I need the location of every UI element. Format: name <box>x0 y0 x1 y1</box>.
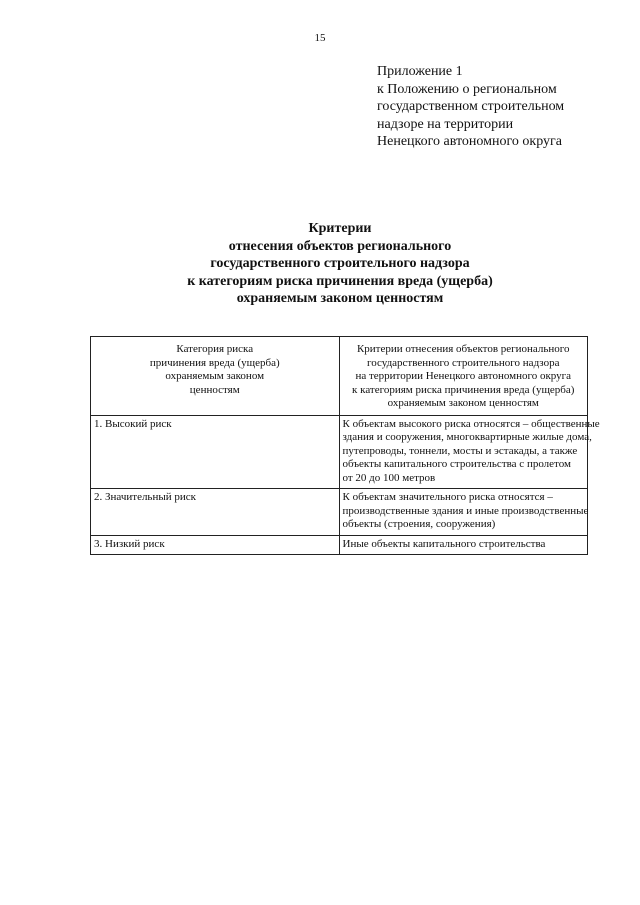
row-category: 2. Значительный риск <box>91 489 340 536</box>
appendix-line: Приложение 1 <box>377 64 463 79</box>
table-row <box>91 415 588 489</box>
title-line: Критерии <box>308 221 372 236</box>
table-header-row <box>91 337 588 416</box>
row-criteria: Иные объекты капитального строительства <box>339 535 588 555</box>
title-line: к категориям риска причинения вреда (ущерба) <box>187 273 493 289</box>
header-criteria: Критерии отнесения объектов регионального государственного строительного надзора на территории Ненецкого автономного округа к категориям риска причинения вреда (ущерба) охраняемым законом ценностям <box>339 337 588 416</box>
page-number: 15 <box>314 32 326 44</box>
title-line: отнесения объектов регионального <box>228 238 452 254</box>
title-line: охраняемым законом ценностям <box>236 291 444 306</box>
appendix-line: надзоре на территории <box>377 116 514 132</box>
appendix-line: к Положению о региональном <box>377 81 557 97</box>
document-title <box>0 220 640 308</box>
risk-criteria-table <box>90 336 600 555</box>
title-line: государственного строительного надзора <box>210 256 470 271</box>
row-category: 3. Низкий риск <box>91 535 340 555</box>
appendix-line: государственном строительном <box>377 99 565 114</box>
appendix-line: Ненецкого автономного округа <box>377 134 562 149</box>
appendix-reference <box>377 63 627 151</box>
row-criteria: К объектам значительного риска относятся – производственные здания и иные производственные объекты (строения, сооружения) <box>339 489 588 536</box>
table-row <box>91 489 588 536</box>
table-row <box>91 535 588 555</box>
row-criteria: К объектам высокого риска относятся – общественные здания и сооружения, многоквартирные жилые дома, путепроводы, тоннели, мосты и эстакады, а также объекты капитального строительства с пролетом от 20 до 100 метров <box>339 415 588 489</box>
row-category: 1. Высокий риск <box>91 415 340 489</box>
header-risk-category: Категория риска причинения вреда (ущерба) охраняемым законом ценностям <box>91 337 340 416</box>
